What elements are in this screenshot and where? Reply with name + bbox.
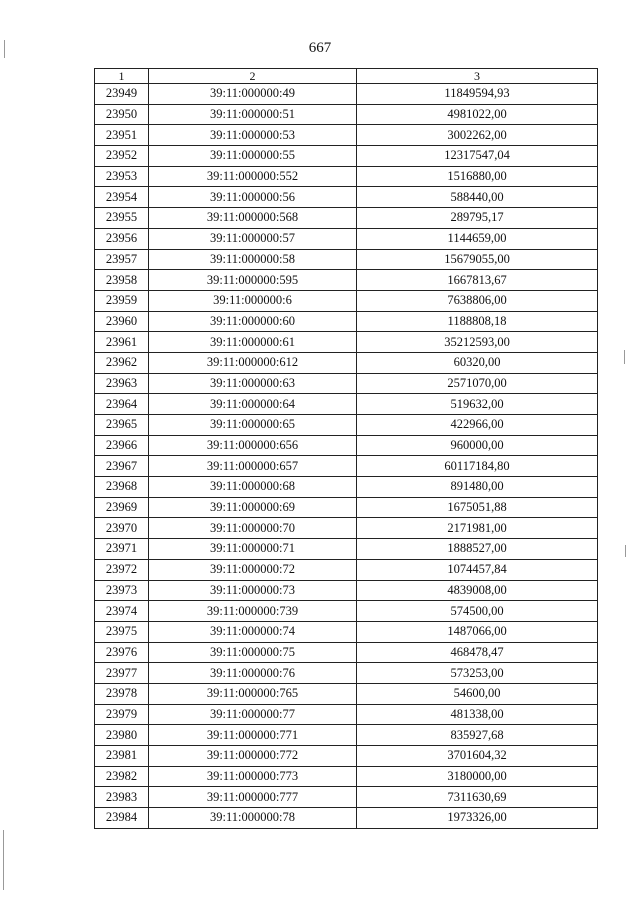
cadastral-value: 1973326,00 [357, 808, 598, 829]
cadastral-value: 54600,00 [357, 683, 598, 704]
row-number: 23959 [95, 290, 149, 311]
cadastral-value: 519632,00 [357, 394, 598, 415]
cadastral-number: 39:11:000000:773 [149, 766, 357, 787]
table-row [95, 228, 598, 249]
table-row [95, 808, 598, 829]
cadastral-number: 39:11:000000:64 [149, 394, 357, 415]
cadastral-value: 468478,47 [357, 642, 598, 663]
table-row [95, 539, 598, 560]
cadastral-number: 39:11:000000:612 [149, 352, 357, 373]
cadastral-value: 3701604,32 [357, 746, 598, 767]
cadastral-value: 481338,00 [357, 704, 598, 725]
row-number: 23957 [95, 249, 149, 270]
row-number: 23983 [95, 787, 149, 808]
table-row [95, 580, 598, 601]
cadastral-value: 588440,00 [357, 187, 598, 208]
cadastral-number: 39:11:000000:49 [149, 84, 357, 105]
cadastral-value: 1516880,00 [357, 166, 598, 187]
row-number: 23964 [95, 394, 149, 415]
cadastral-number: 39:11:000000:6 [149, 290, 357, 311]
column-header-3: 3 [357, 69, 598, 84]
cadastral-value: 1675051,88 [357, 497, 598, 518]
row-number: 23950 [95, 104, 149, 125]
table-row [95, 166, 598, 187]
cadastral-value: 1144659,00 [357, 228, 598, 249]
table-row [95, 766, 598, 787]
table-row [95, 394, 598, 415]
cadastral-number: 39:11:000000:657 [149, 456, 357, 477]
cadastral-value: 7638806,00 [357, 290, 598, 311]
scan-mark [624, 350, 625, 364]
cadastral-number: 39:11:000000:75 [149, 642, 357, 663]
table-row [95, 415, 598, 436]
table-row [95, 477, 598, 498]
cadastral-value: 2571070,00 [357, 373, 598, 394]
page-number: 667 [308, 40, 332, 56]
table-row [95, 125, 598, 146]
cadastral-value: 1667813,67 [357, 270, 598, 291]
header-row [95, 69, 598, 84]
cadastral-number: 39:11:000000:71 [149, 539, 357, 560]
table-row [95, 746, 598, 767]
table-row [95, 352, 598, 373]
cadastral-number: 39:11:000000:739 [149, 601, 357, 622]
row-number: 23982 [95, 766, 149, 787]
table-row [95, 104, 598, 125]
table-header [95, 69, 598, 84]
table-row [95, 270, 598, 291]
row-number: 23961 [95, 332, 149, 353]
cadastral-value: 422966,00 [357, 415, 598, 436]
cadastral-value: 60320,00 [357, 352, 598, 373]
row-number: 23958 [95, 270, 149, 291]
scan-mark [625, 545, 626, 557]
cadastral-value: 891480,00 [357, 477, 598, 498]
cadastral-number: 39:11:000000:53 [149, 125, 357, 146]
row-number: 23951 [95, 125, 149, 146]
table-row [95, 84, 598, 105]
row-number: 23976 [95, 642, 149, 663]
cadastral-number: 39:11:000000:595 [149, 270, 357, 291]
cadastral-number: 39:11:000000:56 [149, 187, 357, 208]
cadastral-value: 289795,17 [357, 208, 598, 229]
cadastral-number: 39:11:000000:61 [149, 332, 357, 353]
cadastral-value: 960000,00 [357, 435, 598, 456]
table-row [95, 311, 598, 332]
cadastral-number: 39:11:000000:58 [149, 249, 357, 270]
cadastral-value: 835927,68 [357, 725, 598, 746]
row-number: 23969 [95, 497, 149, 518]
cadastral-number: 39:11:000000:65 [149, 415, 357, 436]
scan-mark [4, 40, 5, 58]
cadastral-value: 11849594,93 [357, 84, 598, 105]
cadastral-number: 39:11:000000:60 [149, 311, 357, 332]
row-number: 23968 [95, 477, 149, 498]
cadastral-value: 1188808,18 [357, 311, 598, 332]
cadastral-value: 2171981,00 [357, 518, 598, 539]
table-row [95, 290, 598, 311]
cadastral-number: 39:11:000000:771 [149, 725, 357, 746]
cadastral-number: 39:11:000000:70 [149, 518, 357, 539]
cadastral-number: 39:11:000000:772 [149, 746, 357, 767]
cadastral-number: 39:11:000000:73 [149, 580, 357, 601]
cadastral-number: 39:11:000000:656 [149, 435, 357, 456]
cadastral-number: 39:11:000000:77 [149, 704, 357, 725]
table-row [95, 642, 598, 663]
row-number: 23956 [95, 228, 149, 249]
table-row [95, 373, 598, 394]
cadastral-number: 39:11:000000:552 [149, 166, 357, 187]
row-number: 23953 [95, 166, 149, 187]
cadastral-value: 1888527,00 [357, 539, 598, 560]
cadastral-value-table [94, 68, 598, 829]
row-number: 23963 [95, 373, 149, 394]
cadastral-number: 39:11:000000:57 [149, 228, 357, 249]
table-body [95, 84, 598, 829]
cadastral-value: 60117184,80 [357, 456, 598, 477]
cadastral-number: 39:11:000000:765 [149, 683, 357, 704]
column-header-1: 1 [95, 69, 149, 84]
table-row [95, 187, 598, 208]
cadastral-number: 39:11:000000:76 [149, 663, 357, 684]
table-row [95, 683, 598, 704]
scan-mark [3, 830, 4, 890]
row-number: 23965 [95, 415, 149, 436]
row-number: 23973 [95, 580, 149, 601]
table-row [95, 725, 598, 746]
table-row [95, 146, 598, 167]
table-row [95, 621, 598, 642]
column-header-2: 2 [149, 69, 357, 84]
row-number: 23952 [95, 146, 149, 167]
cadastral-value: 574500,00 [357, 601, 598, 622]
cadastral-number: 39:11:000000:63 [149, 373, 357, 394]
table-row [95, 332, 598, 353]
cadastral-value: 12317547,04 [357, 146, 598, 167]
row-number: 23975 [95, 621, 149, 642]
table-row [95, 456, 598, 477]
row-number: 23981 [95, 746, 149, 767]
cadastral-value: 35212593,00 [357, 332, 598, 353]
cadastral-number: 39:11:000000:69 [149, 497, 357, 518]
table-row [95, 663, 598, 684]
row-number: 23984 [95, 808, 149, 829]
cadastral-number: 39:11:000000:68 [149, 477, 357, 498]
cadastral-value: 15679055,00 [357, 249, 598, 270]
cadastral-number: 39:11:000000:51 [149, 104, 357, 125]
row-number: 23954 [95, 187, 149, 208]
cadastral-number: 39:11:000000:777 [149, 787, 357, 808]
row-number: 23972 [95, 559, 149, 580]
table-row [95, 497, 598, 518]
row-number: 23960 [95, 311, 149, 332]
cadastral-number: 39:11:000000:55 [149, 146, 357, 167]
cadastral-value: 3002262,00 [357, 125, 598, 146]
row-number: 23978 [95, 683, 149, 704]
cadastral-number: 39:11:000000:568 [149, 208, 357, 229]
table-row [95, 601, 598, 622]
row-number: 23949 [95, 84, 149, 105]
cadastral-value: 3180000,00 [357, 766, 598, 787]
table-row [95, 787, 598, 808]
cadastral-number: 39:11:000000:72 [149, 559, 357, 580]
cadastral-value: 7311630,69 [357, 787, 598, 808]
cadastral-value: 573253,00 [357, 663, 598, 684]
cadastral-value: 1487066,00 [357, 621, 598, 642]
row-number: 23962 [95, 352, 149, 373]
row-number: 23971 [95, 539, 149, 560]
cadastral-value: 4839008,00 [357, 580, 598, 601]
row-number: 23955 [95, 208, 149, 229]
cadastral-number: 39:11:000000:78 [149, 808, 357, 829]
table-row [95, 249, 598, 270]
cadastral-value: 4981022,00 [357, 104, 598, 125]
table-row [95, 208, 598, 229]
row-number: 23977 [95, 663, 149, 684]
row-number: 23970 [95, 518, 149, 539]
row-number: 23980 [95, 725, 149, 746]
row-number: 23967 [95, 456, 149, 477]
table-row [95, 435, 598, 456]
row-number: 23966 [95, 435, 149, 456]
table-row [95, 518, 598, 539]
cadastral-value: 1074457,84 [357, 559, 598, 580]
table-row [95, 559, 598, 580]
row-number: 23979 [95, 704, 149, 725]
table-row [95, 704, 598, 725]
cadastral-number: 39:11:000000:74 [149, 621, 357, 642]
row-number: 23974 [95, 601, 149, 622]
